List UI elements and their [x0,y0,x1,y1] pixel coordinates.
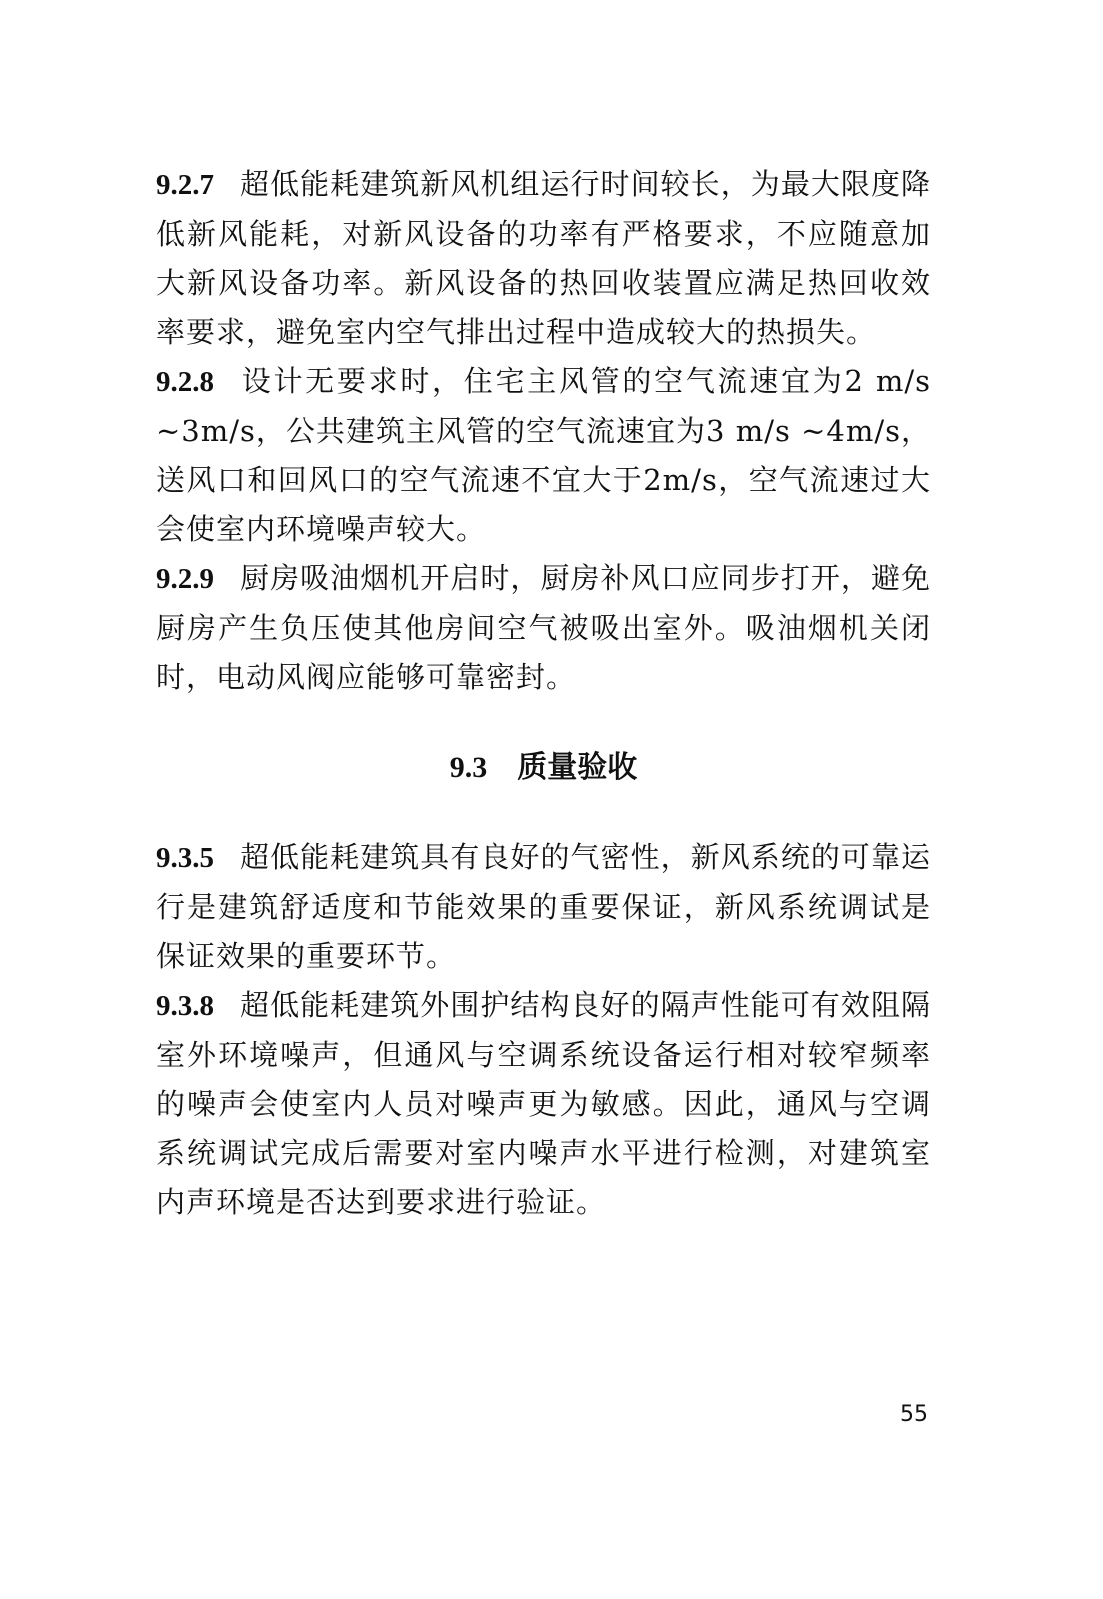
clause-number: 9.2.9 [156,563,214,595]
section-number: 9.3 [449,751,488,784]
clause-number: 9.2.7 [156,169,214,201]
clause-text: 设计无要求时，住宅主风管的空气流速宜为2 m/s ~3m/s，公共建筑主风管的空气流速宜为3 m/s ~4m/s，送风口和回风口的空气流速不宜大于2m/s，空气流速过大会使室内环境噪声较大。 [156,364,931,546]
clause-number: 9.3.5 [156,842,214,874]
page-content [156,160,931,1227]
clause-text: 超低能耗建筑外围护结构良好的隔声性能可有效阻隔室外环境噪声，但通风与空调系统设备运行相对较窄频率的噪声会使室内人员对噪声更为敏感。因此，通风与空调系统调试完成后需要对室内噪声水平进行检测，对建筑室内声环境是否达到要求进行验证。 [156,988,931,1219]
clause-9-3-5 [156,833,931,981]
clause-text: 超低能耗建筑新风机组运行时间较长，为最大限度降低新风能耗，对新风设备的功率有严格要求，不应随意加大新风设备功率。新风设备的热回收装置应满足热回收效率要求，避免室内空气排出过程中造成较大的热损失。 [156,167,931,349]
clause-text: 厨房吸油烟机开启时，厨房补风口应同步打开，避免厨房产生负压使其他房间空气被吸出室外。吸油烟机关闭时，电动风阀应能够可靠密封。 [156,561,931,694]
clause-number: 9.2.8 [156,366,214,398]
section-title: 质量验收 [517,750,638,785]
section-heading [156,743,931,792]
clause-9-2-7 [156,160,931,357]
clause-9-2-9 [156,554,931,702]
clause-text: 超低能耗建筑具有良好的气密性，新风系统的可靠运行是建筑舒适度和节能效果的重要保证，新风系统调试是保证效果的重要环节。 [156,840,931,973]
clause-9-2-8 [156,357,931,554]
page-number: 55 [900,1402,928,1427]
clause-number: 9.3.8 [156,990,214,1022]
clause-9-3-8 [156,981,931,1227]
